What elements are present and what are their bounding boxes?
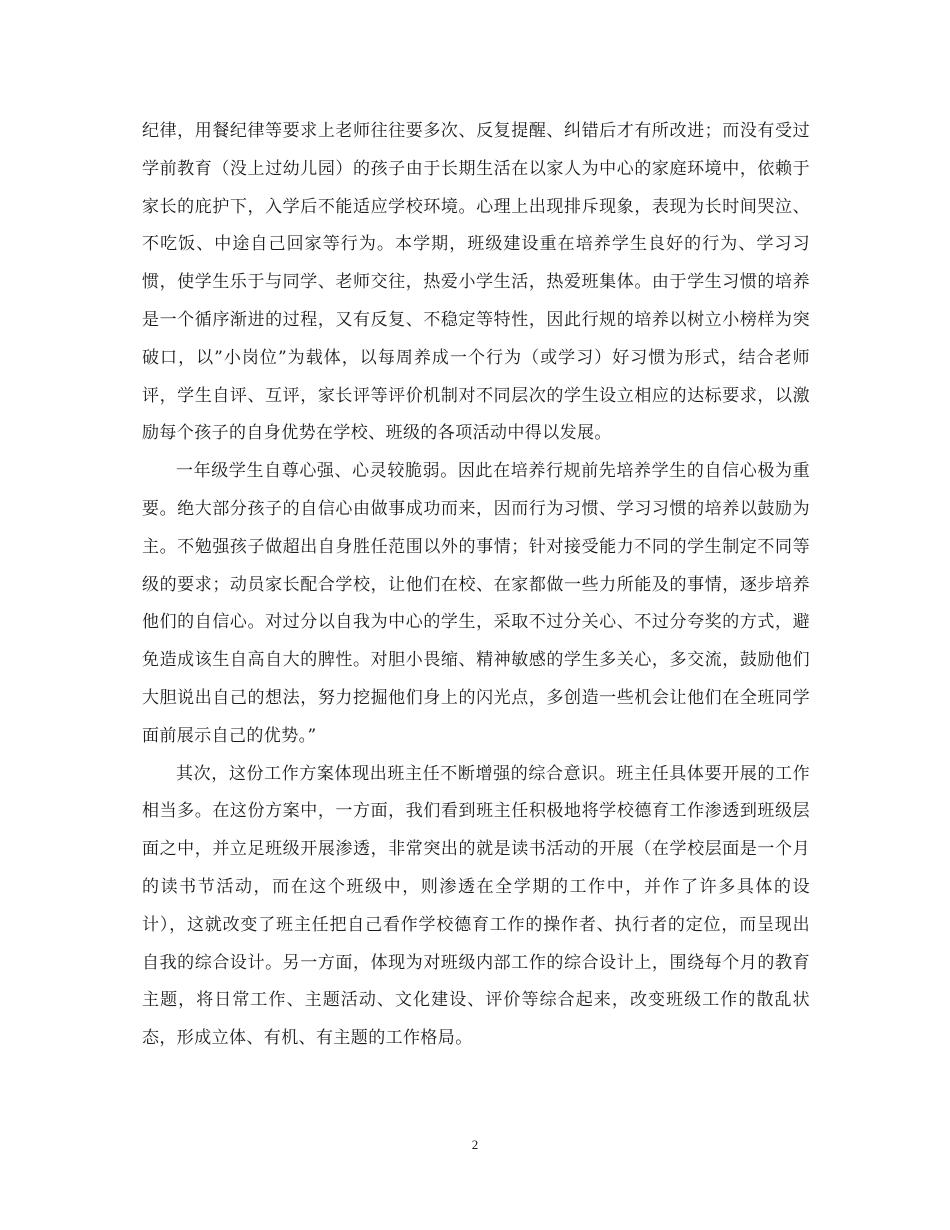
page-number: 2 <box>471 1137 479 1152</box>
document-body <box>142 113 810 1058</box>
paragraph-self-confidence: 一年级学生自尊心强、心灵较脆弱。因此在培养行规前先培养学生的自信心极为重要。绝大部分孩子的自信心由做事成功而来，因而行为习惯、学习习惯的培养以鼓励为主。不勉强孩子做超出自身胜任范围以外的事情；针对接受能力不同的学生制定不同等级的要求；动员家长配合学校，让他们在校、在家都做一些力所能及的事情，逐步培养他们的自信心。对过分以自我为中心的学生，采取不过分关心、不过分夸奖的方式，避免造成该生自高自大的脾性。对胆小畏缩、精神敏感的学生多关心，多交流，鼓励他们大胆说出自己的想法，努力挖掘他们身上的闪光点，多创造一些机会让他们在全班同学面前展示自己的优势。” <box>142 461 810 746</box>
paragraph-comprehensive-awareness: 其次，这份工作方案体现出班主任不断增强的综合意识。班主任具体要开展的工作相当多。在这份方案中，一方面，我们看到班主任积极地将学校德育工作渗透到班级层面之中，并立足班级开展渗透，非常突出的就是读书活动的开展（在学校层面是一个月的读书节活动，而在这个班级中，则渗透在全学期的工作中，并作了许多具体的设计），这就改变了班主任把自己看作学校德育工作的操作者、执行者的定位，而呈现出自我的综合设计。另一方面，体现为对班级内部工作的综合设计上，围绕每个月的教育主题，将日常工作、主题活动、文化建设、评价等综合起来，改变班级工作的散乱状态，形成立体、有机、有主题的工作格局。 <box>142 763 810 1049</box>
paragraph-discipline: 纪律，用餐纪律等要求上老师往往要多次、反复提醒、纠错后才有所改进；而没有受过学前教育（没上过幼儿园）的孩子由于长期生活在以家人为中心的家庭环境中，依赖于家长的庇护下，入学后不能适应学校环境。心理上出现排斥现象，表现为长时间哭泣、不吃饭、中途自己回家等行为。本学期，班级建设重在培养学生良好的行为、学习习惯，使学生乐于与同学、老师交往，热爱小学生活，热爱班集体。由于学生习惯的培养是一个循序渐进的过程，又有反复、不稳定等特性，因此行规的培养以树立小榜样为突破口，以”小岗位”为载体，以每周养成一个行为（或学习）好习惯为形式，结合老师评，学生自评、互评，家长评等评价机制对不同层次的学生设立相应的达标要求，以激励每个孩子的自身优势在学校、班级的各项活动中得以发展。 <box>142 121 810 444</box>
